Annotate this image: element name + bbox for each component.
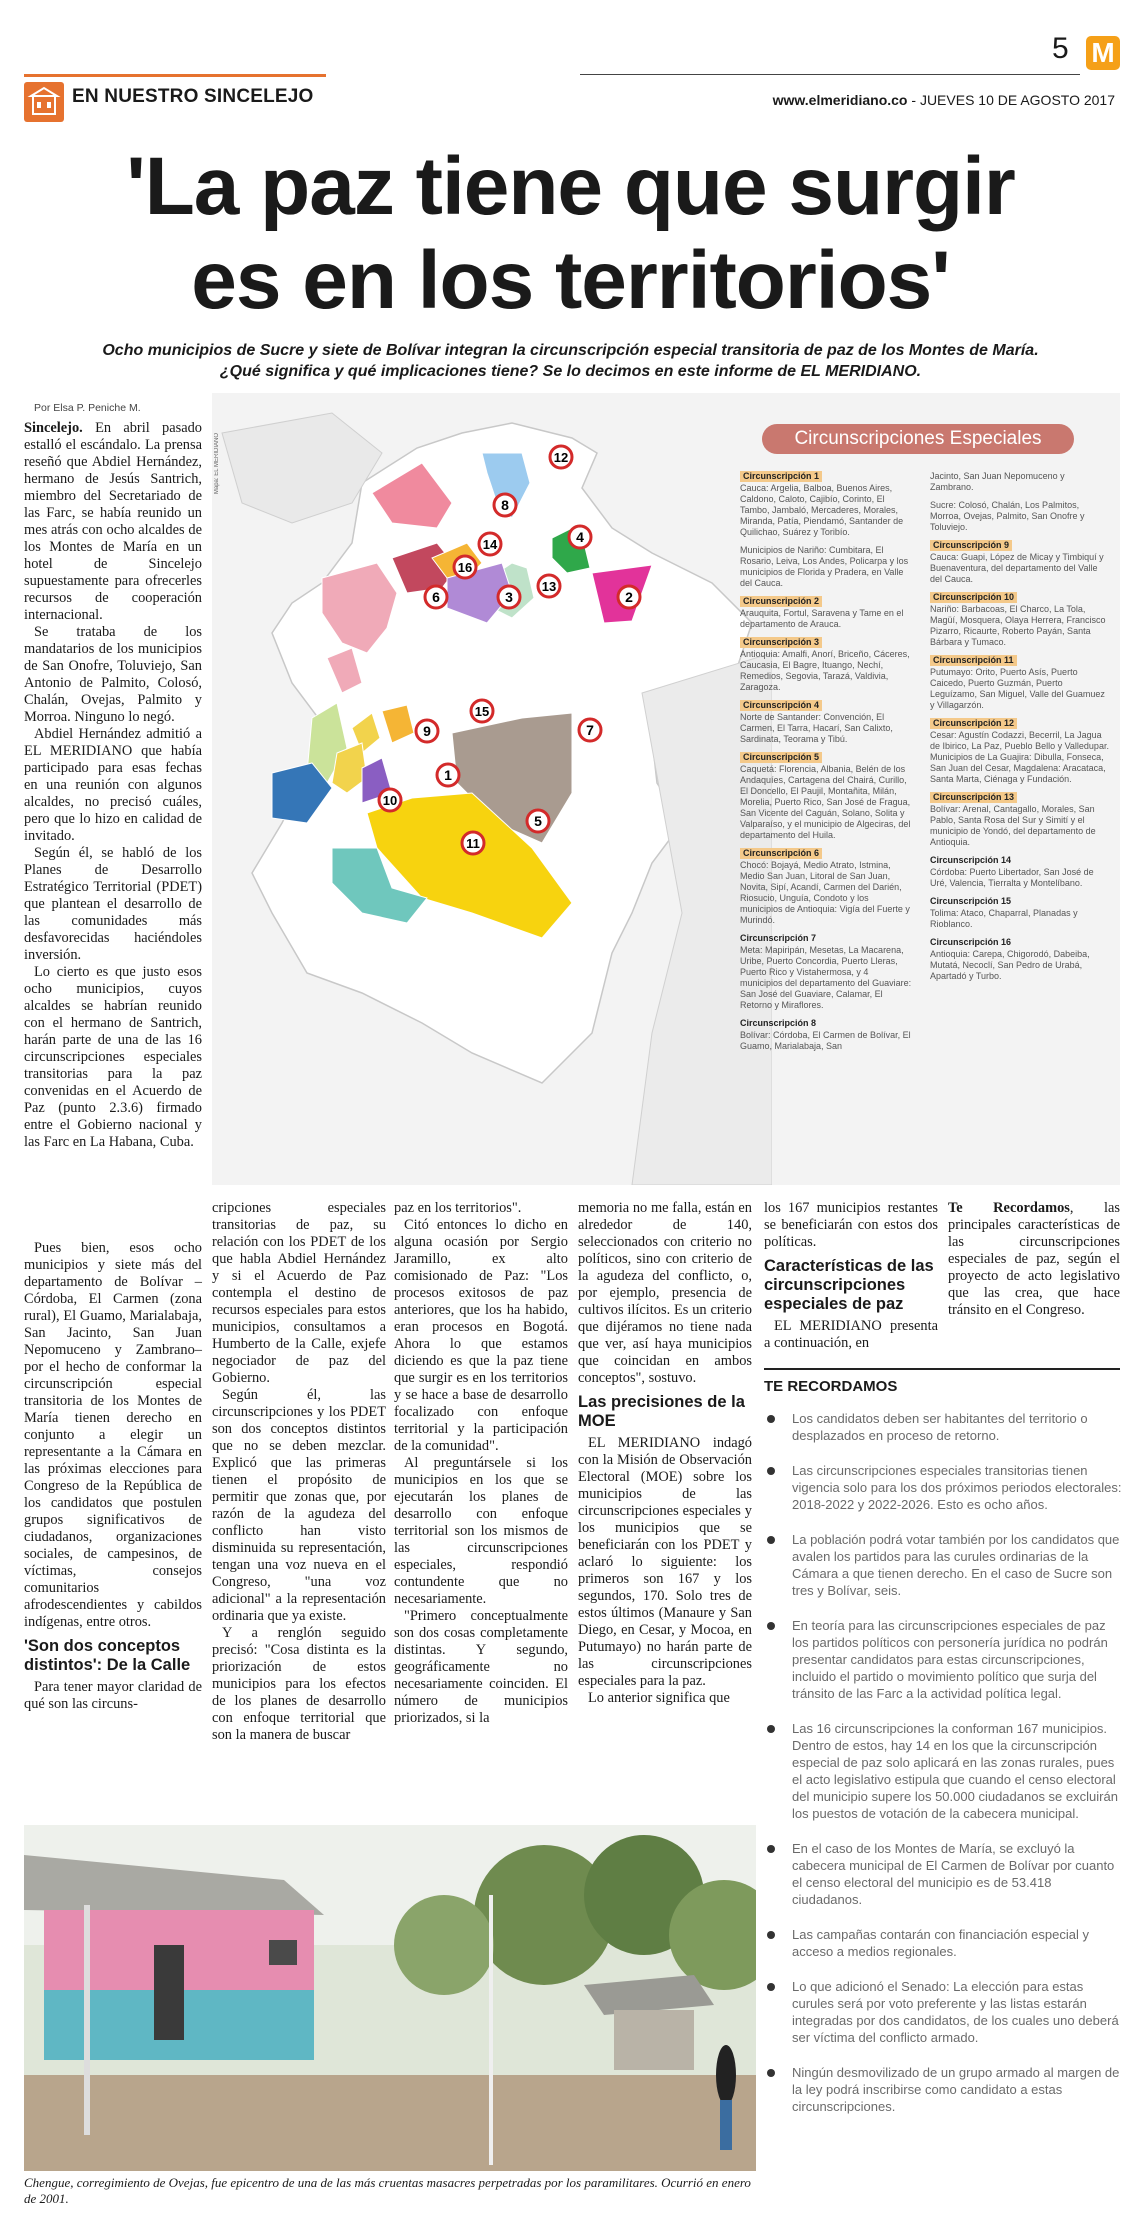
region-label-16: 16 bbox=[457, 560, 473, 575]
paragraph: Según él, las circunscripciones y los PDET son dos conceptos distintos que no se deben mezclar. Explicó que las primeras tienen el propósito de permitir que zonas que, por razón de la agudeza del conflicto han visto disminuida su representación, tengan una voz nueva en el Congreso, "una voz adicional" a la representación ordinaria que ya existe. bbox=[212, 1387, 386, 1624]
headline-line-2: es en los territorios' bbox=[191, 235, 950, 326]
paragraph: memoria no me falla, están en alrededor de 140, seleccionados con criterio no políticos, sino con criterio de la agudeza del conflicto, o, por ejemplo, presencia de cultivos ilícitos. Es un criterio que dijéramos no tiene nada que ver, así haya municipios que coincidan en ambos conceptos", sostuvo. bbox=[578, 1200, 752, 1386]
list-item: Los candidatos deben ser habitantes del territorio o desplazados en proceso de retorno. bbox=[764, 1410, 1124, 1444]
paragraph: los 167 municipios restantes se beneficiarán con estos dos políticas. bbox=[764, 1200, 938, 1250]
region-marker-2 bbox=[618, 586, 640, 608]
list-item: La población podrá votar también por los candidatos que avalen los partidos para las curules ordinarias de la Cámara a que tienen derecho. En el caso de Sucre son tres y Bolívar, seis. bbox=[764, 1531, 1124, 1599]
paragraph: EL MERIDIANO presenta a continuación, en bbox=[764, 1318, 938, 1351]
paragraph: Sincelejo. En abril pasado estalló el escándalo. La prensa reseñó que Abdiel Hernández, hermano de Jesús Santrich, miembro del Secretariado de las Farc, se había reunido un mes atrás con ocho alcaldes de los Montes de María en un hotel de Sincelejo supuestamente para ofrecerles recursos de cooperación internacional. bbox=[24, 420, 202, 623]
region-marker-10 bbox=[379, 789, 401, 811]
legend-column-left bbox=[740, 471, 912, 1059]
paragraph: EL MERIDIANO indagó con la Misión de Observación Electoral (MOE) sobre los municipios de las circunscripciones especiales y los municipios que se beneficiarán con los PDET y aclaró lo siguiente: los primeros son 167 y los segundos, 170. Solo tres de estos últimos (Manaure y San Diego, en Cesar, y Mocoa, en Putumayo) no harán parte de las circunscripciones especiales para la paz. bbox=[578, 1435, 752, 1689]
bullet-icon bbox=[767, 1931, 775, 1939]
paragraph: Abdiel Hernández admitió a EL MERIDIANO que había participado para esas fechas en una reunión con algunos alcaldes, no precisó cuáles, pero que lo hizo en calidad de invitado. bbox=[24, 726, 202, 844]
region-marker-12 bbox=[550, 446, 572, 468]
legend-item: Circunscripción 16 Antioquia: Carepa, Chigorodó, Dabeiba, Mutatá, Necoclí, San Pedro de Urabá, Apartadó y Turbo. bbox=[930, 937, 1090, 981]
paragraph: Y a renglón seguido precisó: "Cosa distinta es la priorización de estos municipios para los efectos de los planes de desarrollo con enfoque territorial que son la manera de buscar bbox=[212, 1625, 386, 1743]
paragraph: Te Recordamos, las principales características de las circunscripciones especiales de paz, según el proyecto de acto legislativo que las crea, que hace tránsito en el Congreso. bbox=[948, 1200, 1120, 1318]
region-label-5: 5 bbox=[534, 813, 542, 829]
region-marker-7 bbox=[579, 719, 601, 741]
paragraph: paz en los territorios". bbox=[394, 1200, 522, 1216]
photo-illustration bbox=[24, 1825, 756, 2171]
te-recordamos-lead: Te Recordamos bbox=[948, 1200, 1070, 1216]
bullet-icon bbox=[767, 1725, 775, 1733]
photo-caption: Chengue, corregimiento de Ovejas, fue epicentro de una de las más cruentas masacres perpetradas por los paramilitares. Ocurrió en enero de 2001. bbox=[24, 2175, 751, 2206]
paragraph: Según él, se habló de los Planes de Desarrollo Estratégico Territorial (PDET) que plantean el desarrollo de las comunidades más desfavorecidas haciéndoles inversión. bbox=[24, 845, 202, 963]
region-label-8: 8 bbox=[501, 497, 509, 513]
article-column-4 bbox=[578, 1200, 752, 1707]
article-column-3 bbox=[394, 1200, 568, 1727]
paragraph: Lo anterior significa que bbox=[588, 1690, 730, 1706]
region-label-3: 3 bbox=[505, 589, 513, 605]
paragraph: Citó entonces lo dicho en alguna ocasión por Sergio Jaramillo, ex alto comisionado de Paz: "Los procesos exitosos de paz anteriores, que los ha habido, eran procesos en Bogotá. Ahora lo que estamos diciendo es que la paz tiene que surgir es en los territorios y se hace a base de desarrollo focalizado con enfoque territorial y la participación de la comunidad". bbox=[394, 1217, 568, 1454]
subheading: Características de las circunscripciones especiales de paz bbox=[764, 1257, 934, 1313]
region-label-7: 7 bbox=[586, 722, 594, 738]
legend-item: Circunscripción 8 Bolívar: Córdoba, El Carmen de Bolívar, El Guamo, Marialabaja, San bbox=[740, 1018, 911, 1051]
region-marker-1 bbox=[437, 764, 459, 786]
region-marker-11 bbox=[462, 832, 484, 854]
article-column-1 bbox=[24, 400, 202, 1151]
region-marker-15 bbox=[471, 700, 493, 722]
region-marker-13 bbox=[538, 575, 560, 597]
te-recordamos-list bbox=[764, 1410, 1124, 2133]
region-label-10: 10 bbox=[382, 793, 398, 808]
headline bbox=[30, 140, 1111, 328]
list-item: Las 16 circunscripciones la conforman 167 municipios. Dentro de estos, hay 14 en los que la circunscripción especial de paz solo aplicará en las zonas rurales, pues el acto legislativo estipula que cuando el censo electoral del municipio supere los 50.000 ciudadanos se excluirán los puestos de votación de la cabecera municipal. bbox=[764, 1720, 1124, 1822]
legend-item: Circunscripción 13 Bolívar: Arenal, Cantagallo, Morales, San Pablo, Santa Rosa del Sur y Simití y el municipio de Yondó, del departamento de Antioquia. bbox=[930, 792, 1096, 847]
region-marker-4 bbox=[569, 526, 591, 548]
paragraph: "Primero conceptualmente son dos cosas completamente distintas. Y segundo, geográficamente no necesariamente coinciden. El número de municipios priorizados, si la bbox=[394, 1608, 568, 1726]
region-label-14: 14 bbox=[482, 537, 498, 552]
paragraph: cripciones especiales transitorias de paz, su relación con los PDET de los que habla Abdiel Hernández y si el Acuerdo de Paz contempla el destino de recursos especiales para estos municipios, consultamos a Humberto de la Calle, exjefe negociador de paz del Gobierno. bbox=[212, 1200, 386, 1386]
bullet-icon bbox=[767, 2069, 775, 2077]
colombia-map bbox=[212, 393, 772, 1185]
city-building-icon bbox=[24, 82, 64, 122]
region-marker-8 bbox=[494, 494, 516, 516]
region-label-4: 4 bbox=[576, 529, 584, 545]
legend-item: Circunscripción 6 Chocó: Bojayá, Medio Atrato, Istmina, Medio San Juan, Litoral de San Juan, Novita, Sipí, Acandí, Carmen del Darién, Riosucio, Unguía, Condoto y los municipios de Antioquia: Vigía del Fuerte y Murindó. bbox=[740, 848, 910, 925]
region-marker-14 bbox=[479, 533, 501, 555]
region-label-2: 2 bbox=[625, 589, 633, 605]
section-rule bbox=[24, 74, 326, 77]
legend-item: Circunscripción 1 Cauca: Argelia, Balboa, Buenos Aires, Caldono, Caloto, Cajibío, Corinto, El Tambo, Jambaló, Mercaderes, Morales, Miranda, Patía, Piendamó, Santander de Quilichao, Suárez y Toribío. bbox=[740, 471, 904, 537]
legend-item: Circunscripción 14 Córdoba: Puerto Libertador, San José de Uré, Valencia, Tierralta y Montelíbano. bbox=[930, 855, 1094, 888]
list-item: En teoría para las circunscripciones especiales de paz los partidos políticos con personería jurídica no podrán presentar candidatos para estas circunscripciones, incluido el partido o movimiento político que surja del tránsito de las Farc a la actividad política legal. bbox=[764, 1617, 1124, 1702]
paragraph: Al preguntársele si los municipios en los que se ejecutarán los planes de desarrollo con enfoque territorial son los mismos de las circunscripciones especiales, respondió contundente que no necesariamente. bbox=[394, 1455, 568, 1607]
region-marker-9 bbox=[416, 720, 438, 742]
legend-item: Jacinto, San Juan Nepomuceno y Zambrano. bbox=[930, 471, 1065, 492]
paragraph: Lo cierto es que justo esos ocho municipios, cuyos alcaldes se habrían reunido con el hermano de Santrich, harán parte de una de las 16 circunscripciones especiales transitorias para la paz convenidas en el Acuerdo de Paz (punto 2.3.6) firmado entre el Gobierno nacional y las Farc en La Habana, Cuba. bbox=[24, 964, 202, 1150]
legend-item: Circunscripción 3 Antioquia: Amalfi, Anorí, Briceño, Cáceres, Caucasia, El Bagre, Ituango, Nechí, Remedios, Segovia, Tarazá, Valdivia, Zaragoza. bbox=[740, 637, 910, 692]
region-label-11: 11 bbox=[466, 836, 480, 851]
bullet-icon bbox=[767, 1983, 775, 1991]
site-url[interactable]: www.elmeridiano.co bbox=[772, 92, 908, 108]
region-marker-5 bbox=[527, 810, 549, 832]
issue-date: - JUEVES 10 DE AGOSTO 2017 bbox=[907, 92, 1115, 108]
list-item: Las circunscripciones especiales transitorias tienen vigencia solo para los dos próximos periodos electorales: 2018-2022 y 2022-2026. Esto es ocho años. bbox=[764, 1462, 1124, 1513]
legend-item: Circunscripción 15 Tolima: Ataco, Chaparral, Planadas y Rioblanco. bbox=[930, 896, 1078, 929]
legend-item: Circunscripción 10 Nariño: Barbacoas, El Charco, La Tola, Magüí, Mosquera, Olaya Herrera, Francisco Pizarro, Ricaurte, Roberto Payán, Santa Bárbara y Tumaco. bbox=[930, 592, 1106, 647]
bullet-icon bbox=[767, 1467, 775, 1475]
site-and-date bbox=[773, 92, 1115, 108]
section-label: EN NUESTRO SINCELEJO bbox=[72, 86, 314, 107]
deck: Ocho municipios de Sucre y siete de Bolívar integran la circunscripción especial transitoria de paz de los Montes de María. ¿Qué significa y qué implicaciones tiene? Se lo decimos en este informe de EL MERIDIANO. bbox=[102, 342, 1039, 380]
subheading: 'Son dos conceptos distintos': De la Calle bbox=[24, 1637, 191, 1674]
region-label-9: 9 bbox=[423, 723, 431, 739]
byline: Por Elsa P. Peniche M. bbox=[34, 402, 141, 414]
article-column-5 bbox=[764, 1200, 938, 1352]
bullet-icon bbox=[767, 1622, 775, 1630]
sidebar-title: TE RECORDAMOS bbox=[764, 1378, 898, 1395]
region-label-15: 15 bbox=[474, 704, 490, 719]
paragraph: Se trataba de los mandatarios de los municipios de San Onofre, Toluviejo, San Antonio de Palmito, Colosó, Chalán, Ovejas, Palmito y Morroa. Ninguno lo negó. bbox=[24, 624, 202, 725]
legend-item: Circunscripción 7 Meta: Mapiripán, Mesetas, La Macarena, Uribe, Puerto Concordia, Puerto Lleras, Puerto Rico y Vistahermosa, y 4 municipios del departamento del Guaviare: San José del Guaviare, Calamar, El Retorno y Miraflores. bbox=[740, 933, 912, 1010]
region-marker-6 bbox=[425, 586, 447, 608]
paragraph: Pues bien, esos ocho municipios y siete más del departamento de Bolívar –Córdoba, El Carmen (zona rural), El Guamo, Marialabaja, San Jacinto, San Juan Nepomuceno y Zambrano– por el hecho de conformar la circunscripción especial transitoria de los Montes de María tienen derecho en conjunto a elegir un representante a la Cámara en las próximas elecciones para Congreso de la República de los candidatos que postulen grupos significativos de ciudadanos, organizaciones sociales, de campesinos, de víctimas, consejos comunitarios afrodescendientes y cabildos indígenas, entre otros. bbox=[24, 1240, 202, 1630]
region-marker-3 bbox=[498, 586, 520, 608]
region-label-13: 13 bbox=[541, 579, 557, 594]
article-column-1b bbox=[24, 1240, 202, 1713]
dateline: Sincelejo. bbox=[24, 420, 83, 436]
legend-item: Circunscripción 2 Arauquita, Fortul, Saravena y Tame en el departamento de Arauca. bbox=[740, 596, 904, 629]
region-label-12: 12 bbox=[553, 450, 569, 465]
article-column-2 bbox=[212, 1200, 386, 1744]
article-column-6 bbox=[948, 1200, 1120, 1319]
legend-title: Circunscripciones Especiales bbox=[762, 424, 1074, 454]
page-number: 5 bbox=[1052, 32, 1069, 65]
bullet-icon bbox=[767, 1415, 775, 1423]
legend-item: Circunscripción 11 Putumayo: Orito, Puerto Asís, Puerto Caicedo, Puerto Guzmán, Puerto Leguízamo, San Miguel, Valle del Guamuez y Villagarzón. bbox=[930, 655, 1105, 710]
bullet-icon bbox=[767, 1845, 775, 1853]
paragraph: Para tener mayor claridad de qué son las circuns- bbox=[24, 1679, 202, 1712]
newspaper-logo: M bbox=[1086, 36, 1120, 70]
subheading: Las precisiones de la MOE bbox=[578, 1393, 745, 1430]
legend-column-right bbox=[930, 471, 1110, 989]
region-label-1: 1 bbox=[444, 767, 452, 783]
bullet-icon bbox=[767, 1536, 775, 1544]
map-credit: Mapa: EL MERIDIANO bbox=[214, 433, 220, 495]
region-label-6: 6 bbox=[432, 589, 440, 605]
list-item: Lo que adicionó el Senado: La elección para estas curules será por voto preferente y las listas estarán integradas por dos candidatos, de los cuales uno deberá ser víctima del conflicto armado. bbox=[764, 1978, 1124, 2046]
legend-item: Circunscripción 9 Cauca: Guapi, López de Micay y Timbiquí y Buenaventura, del departamento del Valle del Cauca. bbox=[930, 540, 1104, 584]
map-infographic bbox=[212, 393, 1120, 1185]
list-item: Las campañas contarán con financiación especial y acceso a medios regionales. bbox=[764, 1926, 1124, 1960]
legend-item: Circunscripción 12 Cesar: Agustín Codazzi, Becerril, La Jagua de Ibirico, La Paz, Pueblo Bello y Valledupar. Municipios de La Guajira: Dibulla, Fonseca, San Juan del Cesar, Magdalena: Aracataca, Santa Marta, Ciénaga y Fundación. bbox=[930, 718, 1109, 784]
list-item: Ningún desmovilizado de un grupo armado al margen de la ley podrá inscribirse como candidato a estas circunscripciones. bbox=[764, 2064, 1124, 2115]
legend-item: Municipios de Nariño: Cumbitara, El Rosario, Leiva, Los Andes, Policarpa y los municipios de Florida y Pradera, en Valle del Cauca. bbox=[740, 545, 909, 588]
legend-item: Circunscripción 5 Caquetá: Florencia, Albania, Belén de los Andaquíes, Cartagena del Chairá, Curillo, El Doncello, El Paujil, Montañita, Milán, Morelia, Puerto Rico, San José de Fragua, San Vicente del Caguán, Solano, Solita y Valparaíso, y el municipio de Algeciras, del departamento del Huila. bbox=[740, 752, 911, 840]
headline-line-1: 'La paz tiene que surgir bbox=[126, 141, 1015, 232]
list-item: En el caso de los Montes de María, se excluyó la cabecera municipal de El Carmen de Bolívar por cuanto el censo electoral del municipio es de 53.418 ciudadanos. bbox=[764, 1840, 1124, 1908]
legend-item: Sucre: Colosó, Chalán, Los Palmitos, Morroa, Ovejas, Palmito, San Onofre y Toluviejo. bbox=[930, 500, 1085, 532]
sidebar-rule bbox=[764, 1368, 1120, 1370]
legend-item: Circunscripción 4 Norte de Santander: Convención, El Carmen, El Tarra, Hacarí, San Calixto, Sardinata, Teorama y Tibú. bbox=[740, 700, 893, 744]
village-photo bbox=[24, 1825, 756, 2171]
page-header-rule bbox=[580, 74, 1080, 75]
region-marker-16 bbox=[454, 556, 476, 578]
